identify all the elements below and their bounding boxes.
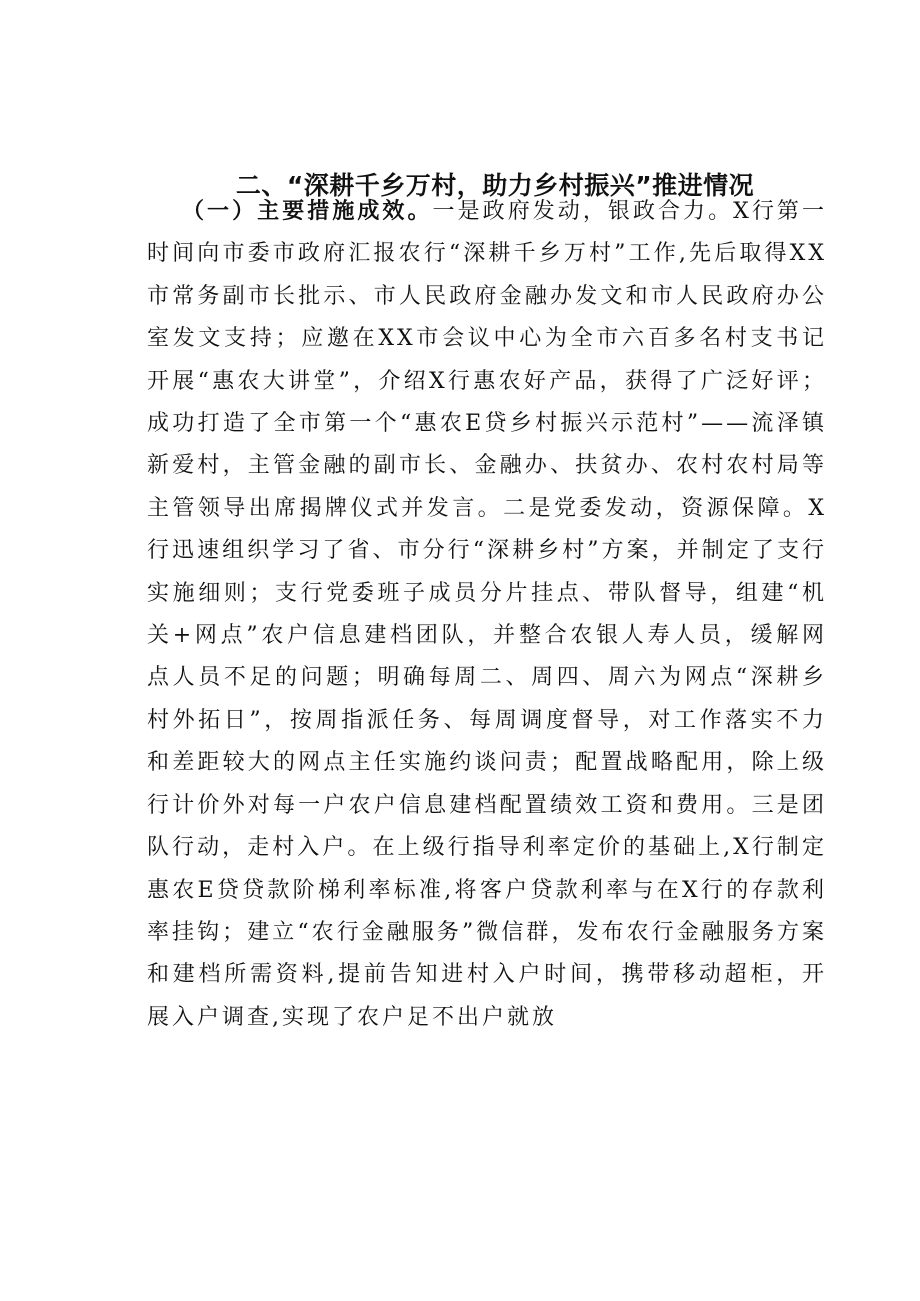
document-title: 二、“深耕千乡万村，助力乡村振兴”推进情况 xyxy=(235,171,755,200)
section-heading: （一）主要措施成效。 xyxy=(182,199,433,224)
body-paragraph xyxy=(147,191,827,1039)
paragraph-text: 一是政府发动，银政合力。X行第一时间向市委市政府汇报农行“深耕千乡万村”工作,先后取得XX市常务副市长批示、市人民政府金融办发文和市人民政府办公室发文支持；应邀在XX市会议中心为全市六百多名村支书记开展“惠农大讲堂”，介绍X行惠农好产品，获得了广泛好评；成功打造了全市第一个“惠农E贷乡村振兴示范村”——流泽镇新爱村，主管金融的副市长、金融办、扶贫办、农村农村局等主管领导出席揭牌仪式并发言。二是党委发动，资源保障。X行迅速组织学习了省、市分行“深耕乡村”方案，并制定了支行实施细则；支行党委班子成员分片挂点、带队督导，组建“机关+网点”农户信息建档团队，并整合农银人寿人员，缓解网点人员不足的问题；明确每周二、周四、周六为网点“深耕乡村外拓日”，按周指派任务、每周调度督导，对工作落实不力和差距较大的网点主任实施约谈问责；配置战略配用，除上级行计价外对每一户农户信息建档配置绩效工资和费用。三是团队行动，走村入户。在上级行指导利率定价的基础上,X行制定惠农E贷贷款阶梯利率标准,将客户贷款利率与在X行的存款利率挂钩；建立“农行金融服务”微信群，发布农行金融服务方案和建档所需资料,提前告知进村入户时间，携带移动超柜，开展入户调查,实现了农户足不出户就放 xyxy=(147,199,827,1030)
